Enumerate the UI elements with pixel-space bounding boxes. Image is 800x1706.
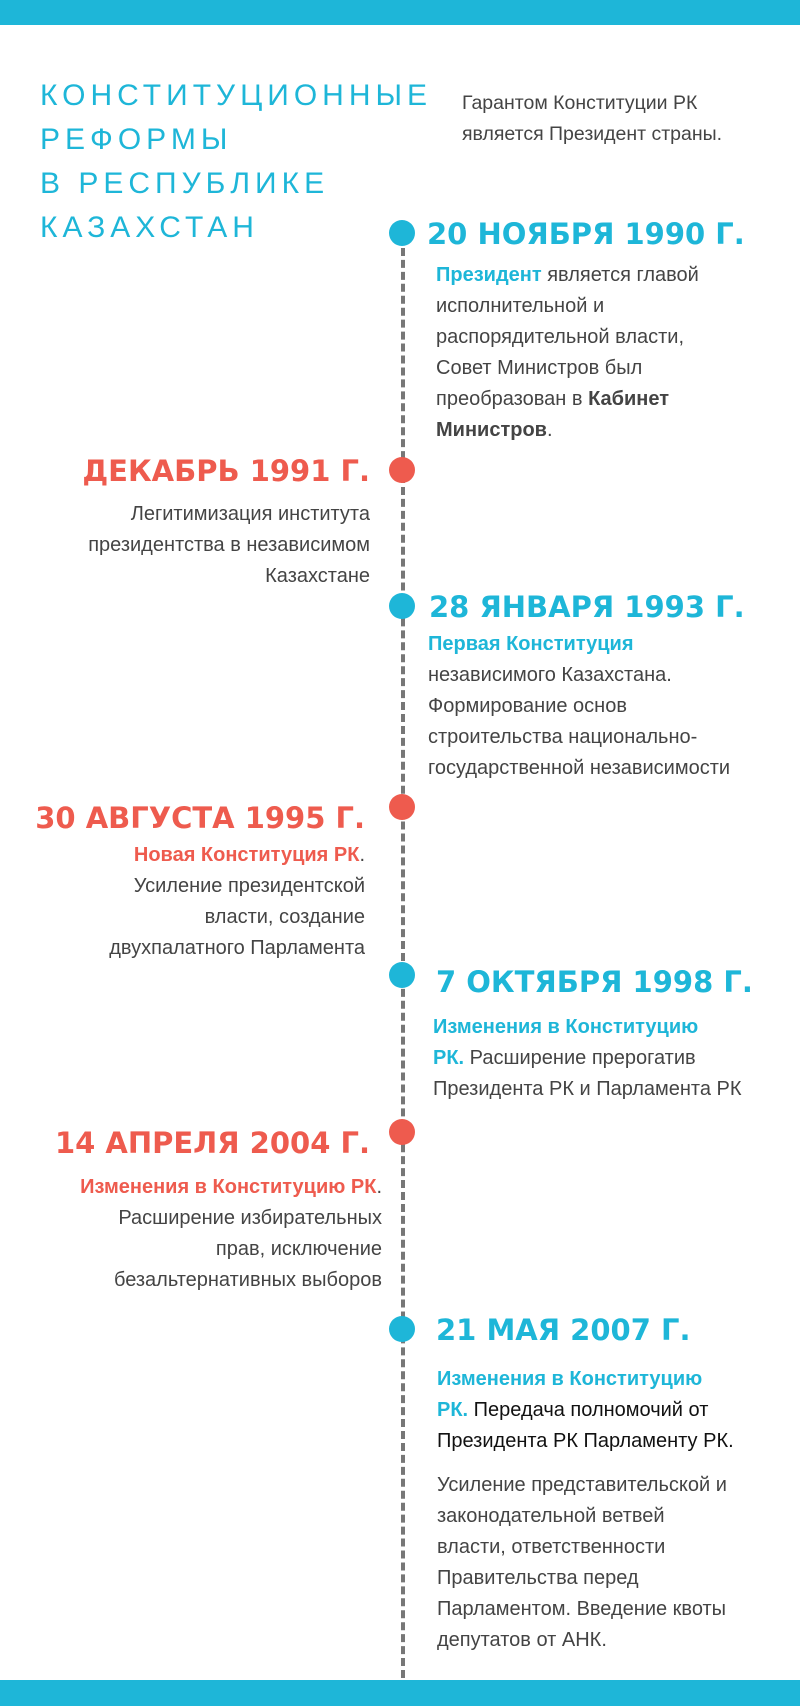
top-accent-bar <box>0 0 800 25</box>
event-highlight: Президент <box>436 264 542 286</box>
timeline-dot-2007 <box>389 1316 415 1342</box>
guarantor-line: является Президент страны. <box>462 123 723 145</box>
event-description-1993: Первая Конституция независимого Казахстана. Формирование основ строительства национально- государственной независимости <box>428 629 730 784</box>
event-description-2007: Изменения в Конституцию РК. Передача полномочий от Президента РК Парламенту РК. <box>437 1364 734 1457</box>
event-highlight: Изменения в Конституцию <box>437 1368 703 1390</box>
event-description-1995: Новая Конституция РК. Усиление президентской власти, создание двухпалатного Парламента <box>109 844 365 959</box>
timeline-axis <box>401 236 405 1678</box>
event-date-1998: 7 ОКТЯБРЯ 1998 Г. <box>436 965 753 999</box>
timeline-dot-1998 <box>389 962 415 988</box>
title-line: КАЗАХСТАН <box>40 211 259 244</box>
event-date-1990: 20 НОЯБРЯ 1990 Г. <box>427 217 745 251</box>
title-line: КОНСТИТУЦИОННЫЕ <box>40 79 433 112</box>
guarantor-line: Гарантом Конституции РК <box>462 92 698 114</box>
guarantor-note <box>462 88 782 150</box>
timeline-dot-1990 <box>389 220 415 246</box>
event-description-1998: Изменения в Конституцию РК. Расширение прерогатив Президента РК и Парламента РК <box>433 1012 742 1105</box>
event-highlight: Изменения в Конституцию <box>433 1016 699 1038</box>
event-description-2004: Изменения в Конституцию РК. Расширение избирательных прав, исключение безальтернативных выборов <box>80 1176 382 1291</box>
title-line: РЕФОРМЫ <box>40 123 233 156</box>
timeline-dot-1991 <box>389 457 415 483</box>
event-date-1995: 30 АВГУСТА 1995 Г. <box>35 801 365 835</box>
event-highlight: Изменения в Конституцию РК <box>80 1176 377 1198</box>
timeline-dot-2004 <box>389 1119 415 1145</box>
timeline-dot-1995 <box>389 794 415 820</box>
event-description-1990: Президент является главой исполнительной и распорядительной власти, Совет Министров был преобразован в Кабинет Министров. <box>436 264 699 441</box>
event-date-1993: 28 ЯНВАРЯ 1993 Г. <box>429 590 745 624</box>
timeline-dot-1993 <box>389 593 415 619</box>
event-details-2007: Усиление представительской и законодательной ветвей власти, ответственности Правительства перед Парламентом. Введение квоты депутатов от АНК. <box>437 1474 727 1651</box>
page-title <box>40 74 440 250</box>
event-highlight: Первая Конституция <box>428 633 634 655</box>
event-highlight: Новая Конституция РК <box>133 844 360 866</box>
title-line: В РЕСПУБЛИКЕ <box>40 167 330 200</box>
bottom-accent-bar <box>0 1680 800 1706</box>
event-date-2007: 21 МАЯ 2007 Г. <box>436 1313 691 1347</box>
event-date-2004: 14 АПРЕЛЯ 2004 Г. <box>54 1126 370 1160</box>
event-date-1991: ДЕКАБРЬ 1991 Г. <box>82 454 370 488</box>
event-description-1991: Легитимизация института президентства в независимом Казахстане <box>88 503 370 587</box>
